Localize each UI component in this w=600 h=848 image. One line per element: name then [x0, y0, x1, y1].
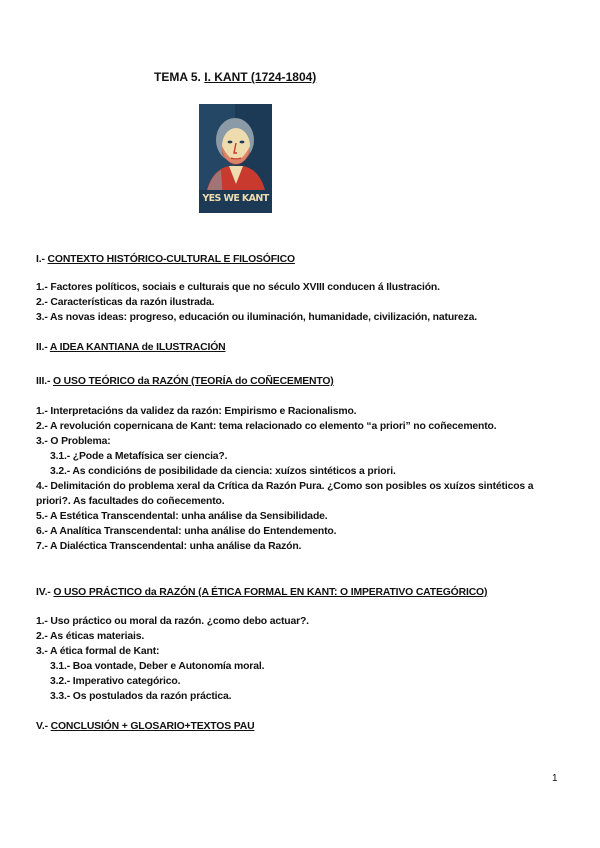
section-heading-5: V.- CONCLUSIÓN + GLOSARIO+TEXTOS PAU [36, 721, 255, 732]
list-item: 6.- A Analítica Transcendental: unha análise do Entendemento. [36, 526, 337, 537]
title-name: I. KANT (1724-1804) [204, 70, 317, 84]
section-title-5: CONCLUSIÓN + GLOSARIO+TEXTOS PAU [50, 721, 255, 732]
poster-caption: YES WE KANT [202, 193, 269, 204]
list-item: 2.- As éticas materiais. [36, 631, 145, 642]
list-item: 5.- A Estética Transcendental: unha análise da Sensibilidade. [36, 511, 328, 522]
list-item: 3.1.- ¿Pode a Metafísica ser ciencia?. [50, 451, 228, 462]
page-number: 1 [552, 773, 558, 784]
section-heading-1: I.- CONTEXTO HISTÓRICO-CULTURAL E FILOSÓFICO [36, 254, 295, 265]
list-item: priori?. As facultades do coñecemento. [36, 496, 225, 507]
list-item: 3.- As novas ideas: progreso, educación ou iluminación, humanidade, civilización, natureza. [36, 312, 477, 323]
section-heading-2: II.- A IDEA KANTIANA de ILUSTRACIÓN [36, 342, 226, 353]
list-item: 3.1.- Boa vontade, Deber e Autonomía moral. [50, 661, 265, 672]
list-item: 2.- A revolución copernicana de Kant: tema relacionado co elemento “a priori” no coñecemento. [36, 421, 497, 432]
title-prefix: TEMA 5. [154, 70, 201, 84]
section-title-2: A IDEA KANTIANA de ILUSTRACIÓN [49, 342, 226, 353]
list-item: 3.2.- Imperativo categórico. [50, 676, 181, 687]
list-item: 3.3.- Os postulados da razón práctica. [50, 691, 232, 702]
list-item: 3.- A ética formal de Kant: [36, 646, 160, 657]
list-item: 1.- Uso práctico ou moral da razón. ¿como debo actuar?. [36, 616, 309, 627]
section-heading-3: III.- O USO TEÓRICO da RAZÓN (TEORÍA do COÑECEMENTO) [36, 376, 334, 387]
list-item: 1.- Interpretacións da validez da razón: Empirismo e Racionalismo. [36, 406, 357, 417]
list-item: 3.2.- As condicións de posibilidade da ciencia: xuízos sintéticos a priori. [50, 466, 396, 477]
list-item: 4.- Delimitación do problema xeral da Crítica da Razón Pura. ¿Como son posibles os xuízos sintéticos a [36, 481, 534, 492]
list-item: 1.- Factores políticos, sociais e culturais que no século XVIII conducen á Ilustración. [36, 282, 440, 293]
section-title-3: O USO TEÓRICO da RAZÓN (TEORÍA do COÑECEMENTO) [53, 376, 334, 387]
page-title [154, 70, 316, 84]
list-item: 7.- A Dialéctica Transcendental: unha análise da Razón. [36, 541, 302, 552]
list-item: 3.- O Problema: [36, 436, 111, 447]
section-title-4: O USO PRÁCTICO da RAZÓN (A ÉTICA FORMAL EN KANT: O IMPERATIVO CATEGÓRICO) [53, 587, 488, 598]
section-title-1: CONTEXTO HISTÓRICO-CULTURAL E FILOSÓFICO [47, 254, 295, 265]
list-item: 2.- Características da razón ilustrada. [36, 297, 215, 308]
kant-poster-image [199, 104, 272, 213]
section-heading-4: IV.- O USO PRÁCTICO da RAZÓN (A ÉTICA FORMAL EN KANT: O IMPERATIVO CATEGÓRICO) [36, 587, 488, 598]
